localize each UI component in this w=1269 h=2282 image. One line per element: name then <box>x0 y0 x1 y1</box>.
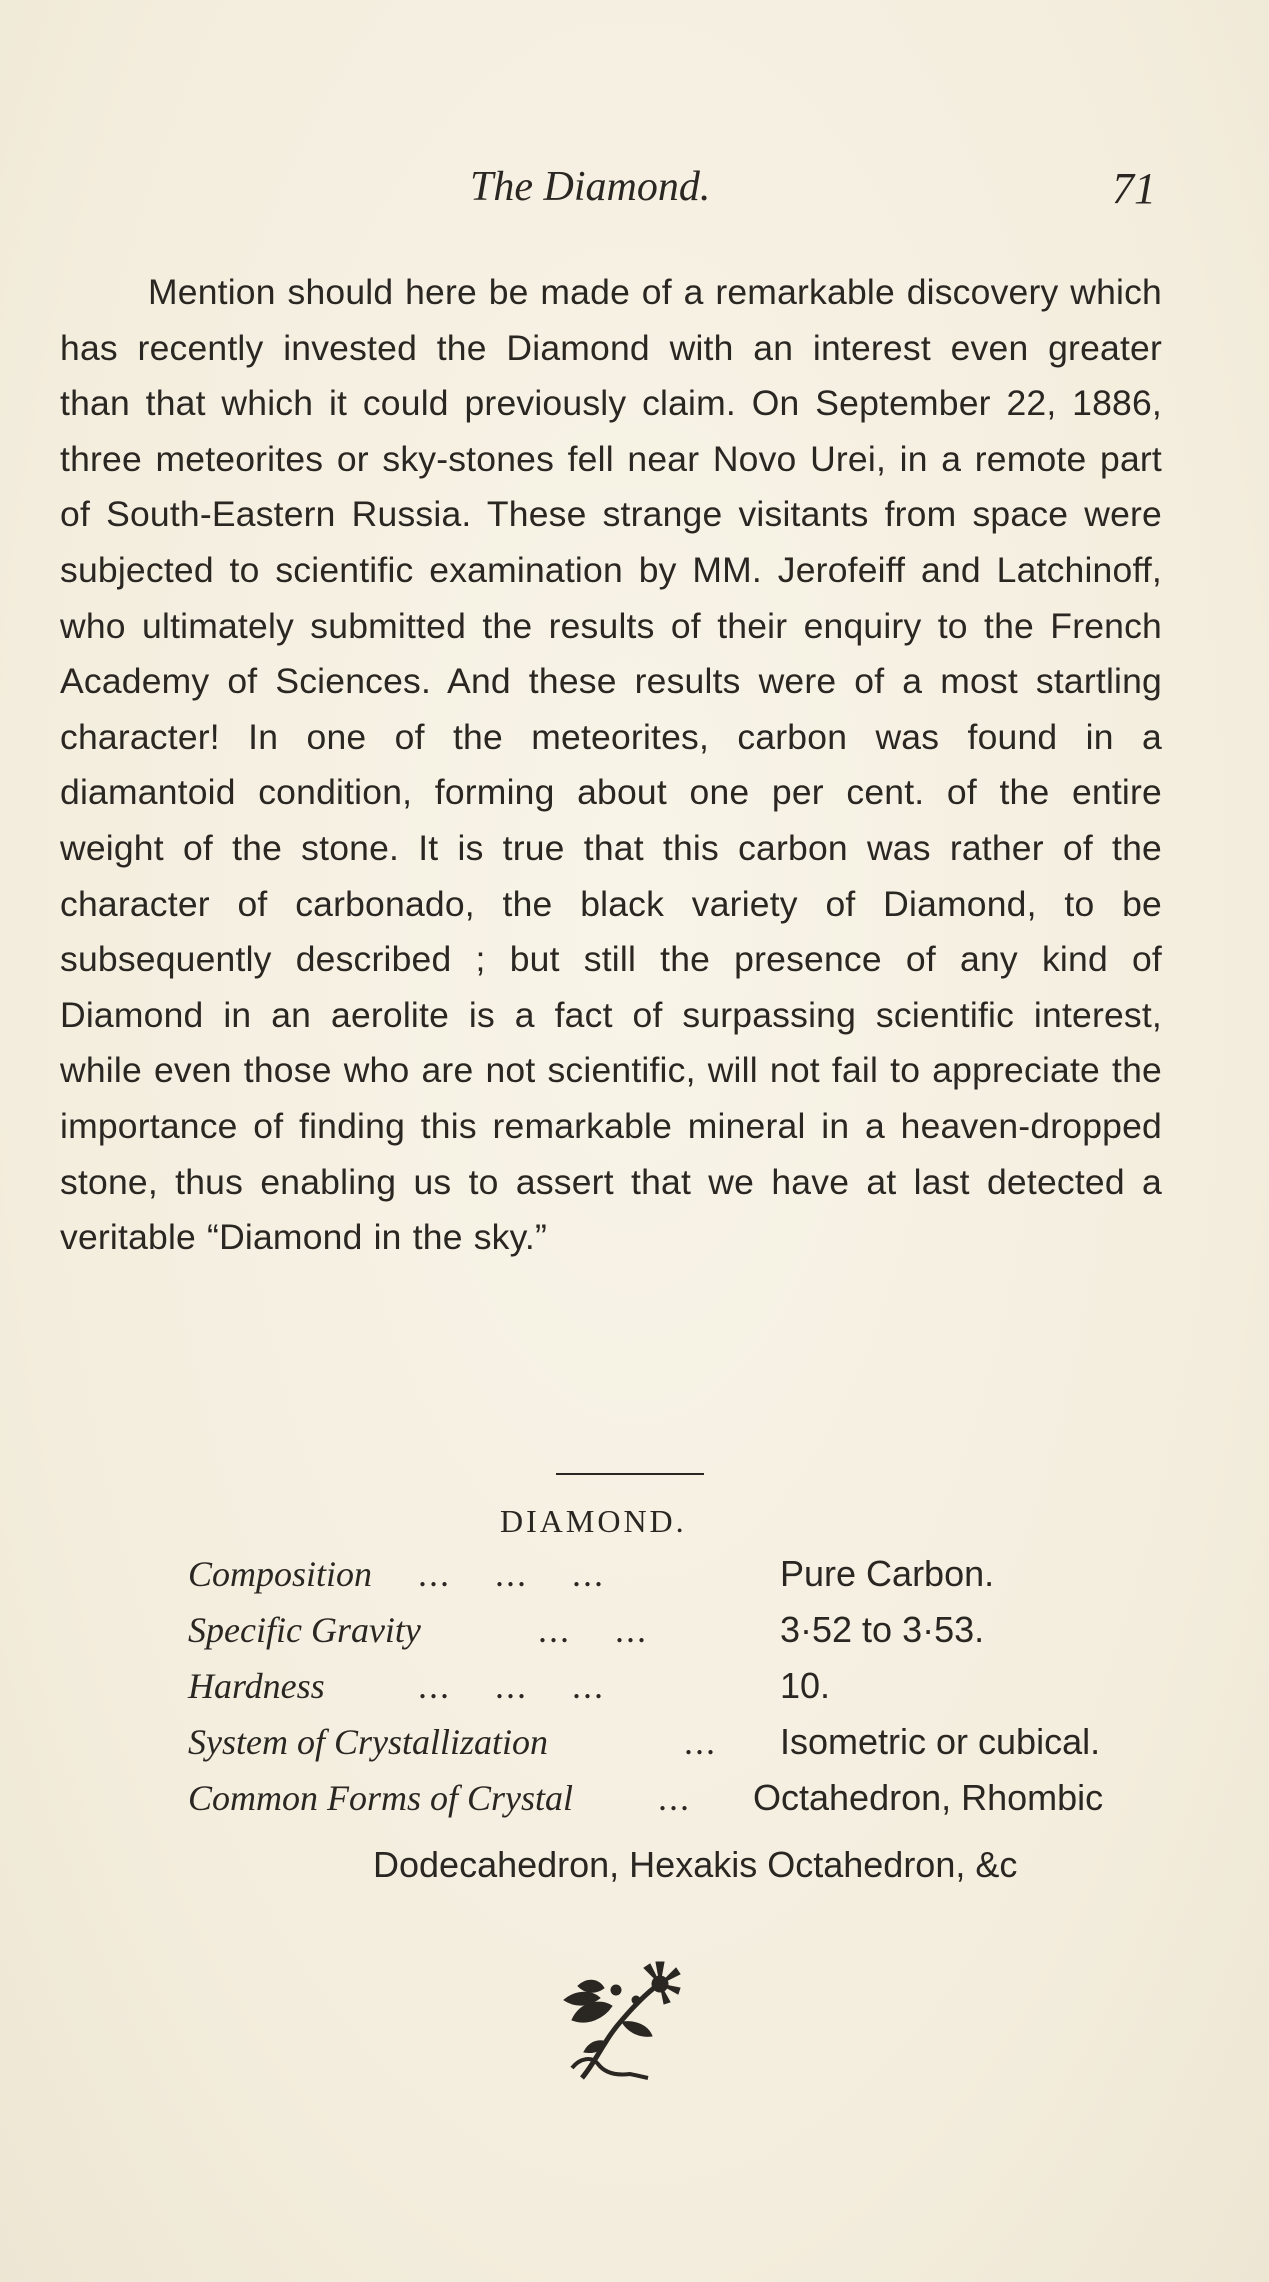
property-row-crystal-forms <box>188 1770 1168 1826</box>
property-label: Hardness <box>188 1666 325 1706</box>
floral-tailpiece-icon <box>552 1960 682 2090</box>
property-row-hardness <box>188 1658 1168 1714</box>
leader-dots: ... ... ... <box>418 1554 605 1594</box>
property-value-continuation: Dodecahedron, Hexakis Octahedron, &c <box>373 1844 1018 1885</box>
property-value: 10. <box>780 1665 831 1706</box>
property-label: System of Crystallization <box>188 1722 548 1762</box>
leader-dots: ... <box>658 1778 691 1818</box>
page-number: 71 <box>1112 164 1156 213</box>
property-value: 3·52 to 3·53. <box>780 1609 985 1650</box>
property-value: Pure Carbon. <box>780 1553 995 1594</box>
section-divider <box>556 1473 704 1475</box>
leader-dots: ... <box>684 1722 717 1762</box>
property-row-crystal-system <box>188 1714 1168 1770</box>
running-title: The Diamond. <box>470 164 711 210</box>
running-head <box>60 163 1160 223</box>
property-row-composition <box>188 1546 1168 1602</box>
leader-dots: ... ... ... <box>418 1666 605 1706</box>
property-row-specific-gravity <box>188 1602 1168 1658</box>
property-label: Common Forms of Crystal <box>188 1778 574 1818</box>
property-value: Octahedron, Rhombic <box>753 1777 1104 1818</box>
properties-title: DIAMOND. <box>500 1503 687 1539</box>
property-value: Isometric or cubical. <box>780 1721 1101 1762</box>
property-label: Composition <box>188 1554 373 1594</box>
property-label: Specific Gravity <box>188 1610 421 1650</box>
leader-dots: ... ... <box>538 1610 648 1650</box>
body-paragraph: Mention should here be made of a remarkable discovery which has recently invested the Diamond with an interest even greater than that which it could previously claim. On September 22, 1886, three meteorites or sky-stones fell near Novo Urei, in a remote part of South-Eastern Russia. These strange visitants from space were subjected to scientific examination by MM. Jerofeiff and Latchinoff, who ultimately submitted the results of their enquiry to the French Academy of Sciences. And these results were of a most startling character! In one of the meteorites, carbon was found in a diamantoid condition, forming about one per cent. of the entire weight of the stone. It is true that this carbon was rather of the character of carbonado, the black variety of Diamond, to be subsequently described ; but still the presence of any kind of Diamond in an aerolite is a fact of surpassing scientific interest, while even those who are not scientific, will not fail to appreciate the importance of finding this remarkable mineral in a heaven-dropped stone, thus enabling us to assert that we have at last detected a veritable “Diamond in the sky.” <box>60 272 1162 1258</box>
